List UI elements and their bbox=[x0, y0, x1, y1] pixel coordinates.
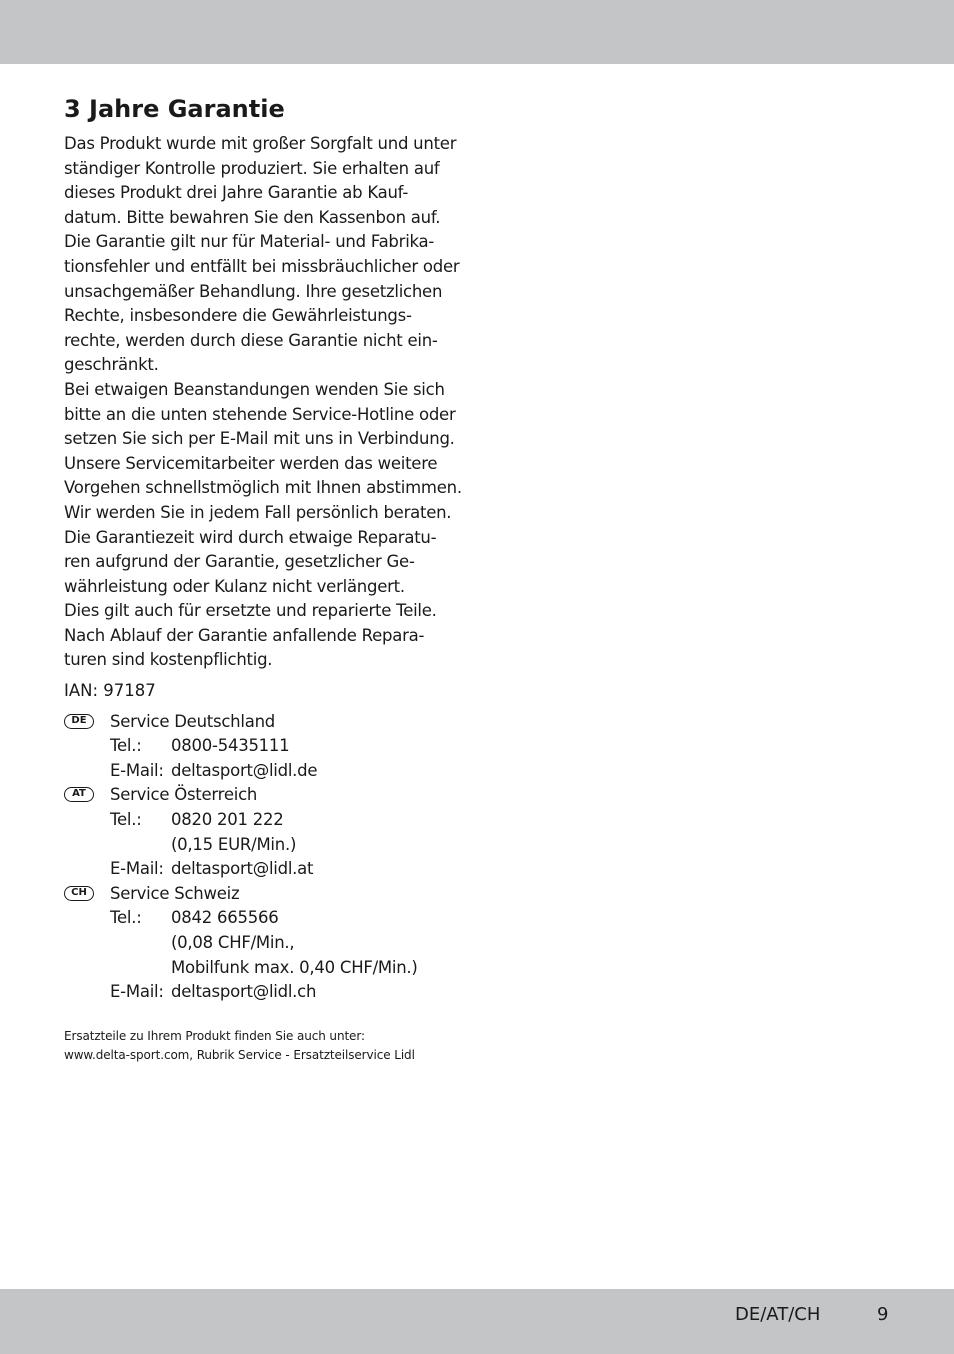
service-de-tel-row bbox=[64, 734, 464, 759]
service-ch-tel-note-2: Mobilfunk max. 0,40 CHF/Min.) bbox=[171, 957, 418, 977]
service-ch-tel-note-row bbox=[64, 956, 464, 981]
tel-label: Tel.: bbox=[110, 810, 142, 830]
service-de-row bbox=[64, 710, 464, 735]
service-contacts bbox=[64, 710, 464, 1005]
header-bar bbox=[0, 0, 954, 64]
text-line: Vorgehen schnellstmöglich mit Ihnen abstimmen. bbox=[64, 478, 462, 498]
service-ch-tel-row bbox=[64, 906, 464, 931]
text-line: setzen Sie sich per E-Mail mit uns in Verbindung. bbox=[64, 429, 455, 449]
service-at-mail-row bbox=[64, 857, 464, 882]
service-at-name: Service Österreich bbox=[110, 785, 258, 805]
text-line: Das Produkt wurde mit großer Sorgfalt und unter bbox=[64, 134, 457, 153]
service-de-name: Service Deutschland bbox=[110, 711, 276, 731]
service-ch-tel-note-1: (0,08 CHF/Min., bbox=[171, 933, 295, 952]
service-ch-row bbox=[64, 882, 464, 907]
country-badge-ch-icon: CH bbox=[64, 886, 94, 901]
text-line: Unsere Servicemitarbeiter werden das weitere bbox=[64, 453, 438, 473]
text-line: Die Garantie gilt nur für Material- und Fabrika- bbox=[64, 232, 435, 252]
text-line: turen sind kostenpflichtig. bbox=[64, 650, 273, 670]
text-line: Bei etwaigen Beanstandungen wenden Sie sich bbox=[64, 379, 445, 399]
country-badge-at-icon: AT bbox=[64, 787, 94, 802]
note-line: Ersatzteile zu Ihrem Produkt finden Sie auch unter: bbox=[64, 1028, 365, 1043]
text-line: datum. Bitte bewahren Sie den Kassenbon auf. bbox=[64, 207, 441, 227]
footer-region: DE/AT/CH bbox=[735, 1304, 821, 1325]
note-line: www.delta-sport.com, Rubrik Service - Ersatzteilservice Lidl bbox=[64, 1047, 415, 1062]
tel-label: Tel.: bbox=[110, 736, 142, 756]
service-ch-tel: 0842 665566 bbox=[171, 908, 279, 928]
service-ch-tel-note-row bbox=[64, 931, 464, 956]
mail-label: E-Mail: bbox=[110, 982, 164, 1002]
page-number: 9 bbox=[877, 1304, 889, 1325]
warranty-section bbox=[64, 92, 464, 1065]
service-ch-name: Service Schweiz bbox=[110, 883, 240, 903]
service-ch-mail-row bbox=[64, 980, 464, 1005]
mail-label: E-Mail: bbox=[110, 859, 164, 879]
service-at-tel-row bbox=[64, 808, 464, 833]
page-title: 3 Jahre Garantie bbox=[64, 95, 285, 123]
service-ch-mail: deltasport@lidl.ch bbox=[171, 982, 317, 1002]
country-badge-de-icon: DE bbox=[64, 714, 94, 729]
text-line: rechte, werden durch diese Garantie nicht ein- bbox=[64, 330, 438, 350]
text-line: geschränkt. bbox=[64, 355, 159, 375]
text-line: ren aufgrund der Garantie, gesetzlicher Ge- bbox=[64, 552, 415, 572]
text-line: unsachgemäßer Behandlung. Ihre gesetzlichen bbox=[64, 281, 443, 301]
text-line: Dies gilt auch für ersetzte und reparierte Teile. bbox=[64, 601, 437, 621]
service-de-tel: 0800-5435111 bbox=[171, 736, 290, 756]
service-de-mail-row bbox=[64, 759, 464, 784]
text-line: Wir werden Sie in jedem Fall persönlich beraten. bbox=[64, 502, 452, 522]
mail-label: E-Mail: bbox=[110, 760, 164, 780]
text-line: Nach Ablauf der Garantie anfallende Repara- bbox=[64, 625, 425, 645]
text-line: bitte an die unten stehende Service-Hotline oder bbox=[64, 404, 456, 424]
tel-label: Tel.: bbox=[110, 908, 142, 928]
ian-number: IAN: 97187 bbox=[64, 681, 156, 701]
text-line: dieses Produkt drei Jahre Garantie ab Kauf- bbox=[64, 183, 409, 203]
service-at-row bbox=[64, 783, 464, 808]
text-line: tionsfehler und entfällt bei missbräuchlicher oder bbox=[64, 256, 460, 276]
service-de-mail: deltasport@lidl.de bbox=[171, 760, 318, 780]
service-at-mail: deltasport@lidl.at bbox=[171, 859, 314, 879]
text-line: währleistung oder Kulanz nicht verlängert. bbox=[64, 576, 405, 596]
service-at-tel-note-row bbox=[64, 833, 464, 858]
text-line: Rechte, insbesondere die Gewährleistungs- bbox=[64, 306, 412, 326]
warranty-text bbox=[64, 132, 464, 673]
service-at-tel: 0820 201 222 bbox=[171, 810, 284, 830]
spare-parts-note bbox=[64, 1027, 464, 1065]
text-line: Die Garantiezeit wird durch etwaige Reparatu- bbox=[64, 527, 437, 547]
service-at-tel-note: (0,15 EUR/Min.) bbox=[171, 834, 297, 854]
text-line: ständiger Kontrolle produziert. Sie erhalten auf bbox=[64, 158, 440, 178]
